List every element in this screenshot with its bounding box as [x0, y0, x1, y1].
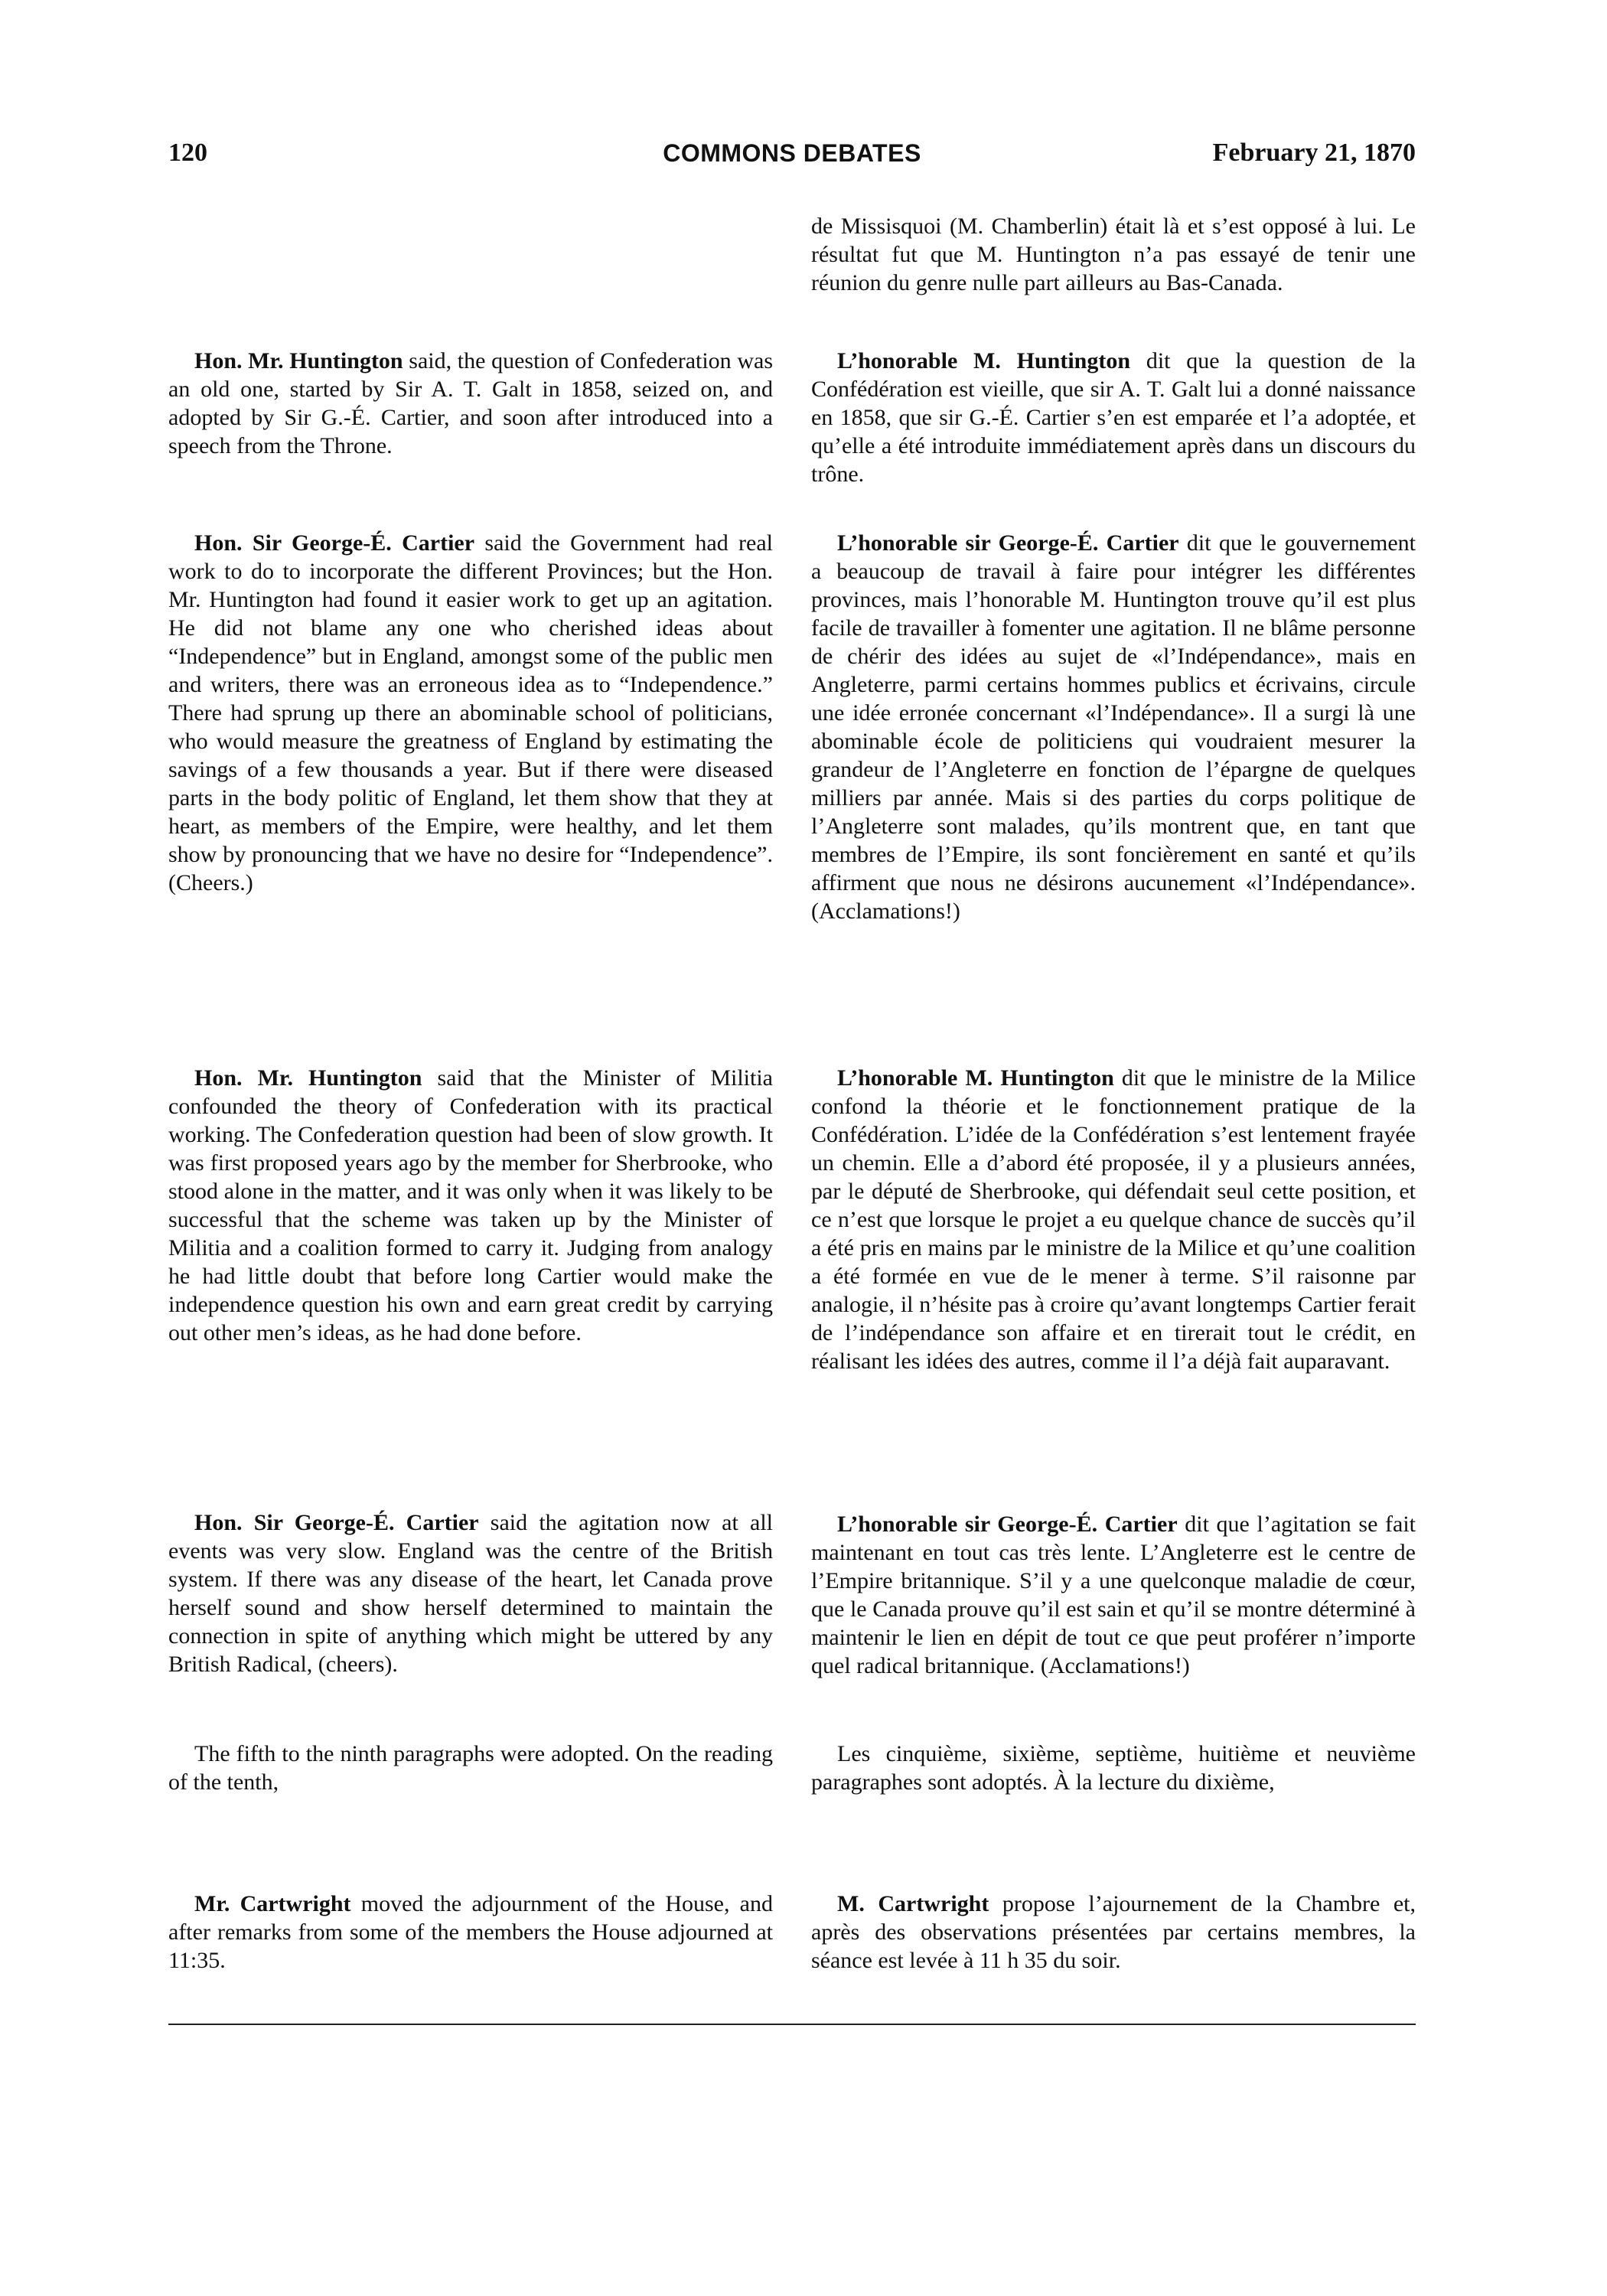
- speaker-name: Hon. Sir George-É. Cartier: [194, 530, 475, 556]
- speaker-name: L’honorable M. Huntington: [837, 1065, 1114, 1091]
- french-paragraph: [811, 529, 1416, 925]
- speech-text: dit que la question de la Confédération est vieille, que sir A. T. Galt lui a donné naissance en 1858, que sir G.-É. Cartier s’en est emparée et l’a adoptée, et qu’elle a été introduite immédiatement après dans un discours du trône.: [811, 348, 1416, 487]
- speech-text: said the agitation now at all events was very slow. England was the centre of the British system. If there was any disease of the heart, let Canada prove herself sound and show herself determined to maintain the connection in spite of anything which might be uttered by any British Radical, (cheers).: [168, 1510, 774, 1677]
- speech-text: dit que le ministre de la Milice confond la théorie et le fonctionnement pratique de la Confédération. L’idée de la Confédération s’est lentement frayée un chemin. Elle a d’abord été proposée, il y a plusieurs années, par le député de Sherbrooke, qui défendait seul cette position, et ce n’est que lorsque le projet a eu quelque chance de succès qu’il a été pris en mains par le ministre de la Milice et qu’une coalition a été formée en vue de le mener à terme. S’il raisonne par analogie, il n’hésite pas à croire qu’avant longtemps Cartier ferait de l’indépendance son affaire et en tirerait tout le crédit, en réalisant les idées des autres, comme il l’a déjà fait auparavant.: [811, 1065, 1416, 1374]
- french-paragraph: [811, 1064, 1416, 1375]
- speech-text: moved the adjournment of the House, and after remarks from some of the members the House adjourned at 11:35.: [168, 1891, 773, 1973]
- english-paragraph: [168, 347, 773, 460]
- page-number: 120: [168, 139, 207, 167]
- french-paragraph: [811, 1740, 1416, 1796]
- speech-text: dit que le gouvernement a beaucoup de travail à faire pour intégrer les différentes provinces, mais l’honorable M. Huntington trouve qu’il est plus facile de travailler à fomenter une agitation. Il ne blâme personne de chérir des idées au sujet de «l’Indépendance», mais en Angleterre, parmi certains hommes publics et écrivains, circule une idée erronée concernant «l’Indépendance». Il a surgi là une abominable école de politiciens qui voudraient mesurer la grandeur de l’Angleterre en fonction de l’épargne de quelques milliers par année. Mais si des parties du corps politique de l’Angleterre sont malades, qu’ils montrent que, en tant que membres de l’Empire, ils sont foncièrement en santé et qu’ils affirment que nous ne désirons aucunement «l’Indépendance». (Acclamations!): [811, 530, 1416, 924]
- speech-text: dit que l’agitation se fait maintenant en tout cas très lente. L’Angleterre est le centre de l’Empire britannique. S’il y a une quelconque maladie de cœur, que le Canada prouve qu’il est sain et qu’il se montre déterminé à maintenir le lien en dépit de tout ce que peut proférer n’importe quel radical britannique. (Acclamations!): [811, 1512, 1416, 1678]
- speaker-name: M. Cartwright: [837, 1891, 989, 1916]
- page-header: [168, 138, 1416, 184]
- speech-text: propose l’ajournement de la Chambre et, après des observations présentées par certains membres, la séance est levée à 11 h 35 du soir.: [811, 1891, 1416, 1973]
- speaker-name: Hon. Mr. Huntington: [194, 1065, 422, 1091]
- english-paragraph: [168, 1740, 773, 1796]
- speech-text: de Missisquoi (M. Chamberlin) était là et s’est opposé à lui. Le résultat fut que M. Huntington n’a pas essayé de tenir une réunion du genre nulle part ailleurs au Bas-Canada.: [811, 214, 1416, 295]
- english-paragraph: [168, 1064, 773, 1347]
- english-paragraph: [168, 529, 773, 897]
- proceedings-text: Les cinquième, sixième, septième, huitième et neuvième paragraphes sont adoptés. À la lecture du dixième,: [811, 1741, 1416, 1795]
- english-paragraph: [168, 1508, 773, 1678]
- speech-text: said that the Minister of Militia confounded the theory of Confederation with its practical working. The Confederation question had been of slow growth. It was first proposed years ago by the member for Sherbrooke, who stood alone in the matter, and it was only when it was likely to be successful that the scheme was taken up by the Minister of Militia and a coalition formed to carry it. Judging from analogy he had little doubt that before long Cartier would make the independence question his own and earn great credit by carrying out other men’s ideas, as he had done before.: [168, 1065, 773, 1345]
- speech-text: said, the question of Confederation was an old one, started by Sir A. T. Galt in 1858, seized on, and adopted by Sir G.-É. Cartier, and soon after introduced into a speech from the Throne.: [168, 348, 773, 458]
- speaker-name: Hon. Mr. Huntington: [194, 348, 403, 373]
- french-paragraph: [811, 1890, 1416, 1975]
- french-paragraph-continued: [811, 212, 1416, 297]
- speech-text: said the Government had real work to do to incorporate the different Provinces; but the Hon. Mr. Huntington had found it easier work to get up an agitation. He did not blame any one who cherished ideas about “Independence” but in England, amongst some of the public men and writers, there was an erroneous idea as to “Independence.” There had sprung up there an abominable school of politicians, who would measure the greatness of England by estimating the savings of a few thousands a year. But if there were diseased parts in the body politic of England, let them show that they at heart, as members of the Empire, were healthy, and let them show by pronouncing that we have no desire for “Independence”. (Cheers.): [168, 530, 774, 895]
- french-paragraph: [811, 347, 1416, 488]
- footer-rule: [168, 2024, 1416, 2025]
- speaker-name: Hon. Sir George-É. Cartier: [194, 1510, 479, 1535]
- proceedings-text: The fifth to the ninth paragraphs were adopted. On the reading of the tenth,: [168, 1741, 773, 1795]
- speaker-name: L’honorable M. Huntington: [837, 348, 1131, 373]
- speaker-name: Mr. Cartwright: [194, 1891, 351, 1916]
- header-date: February 21, 1870: [1212, 139, 1416, 167]
- french-paragraph: [811, 1510, 1416, 1680]
- speaker-name: L’honorable sir George-É. Cartier: [837, 530, 1179, 556]
- running-title: COMMONS DEBATES: [663, 139, 921, 167]
- speaker-name: L’honorable sir George-É. Cartier: [837, 1512, 1178, 1537]
- english-paragraph: [168, 1890, 773, 1975]
